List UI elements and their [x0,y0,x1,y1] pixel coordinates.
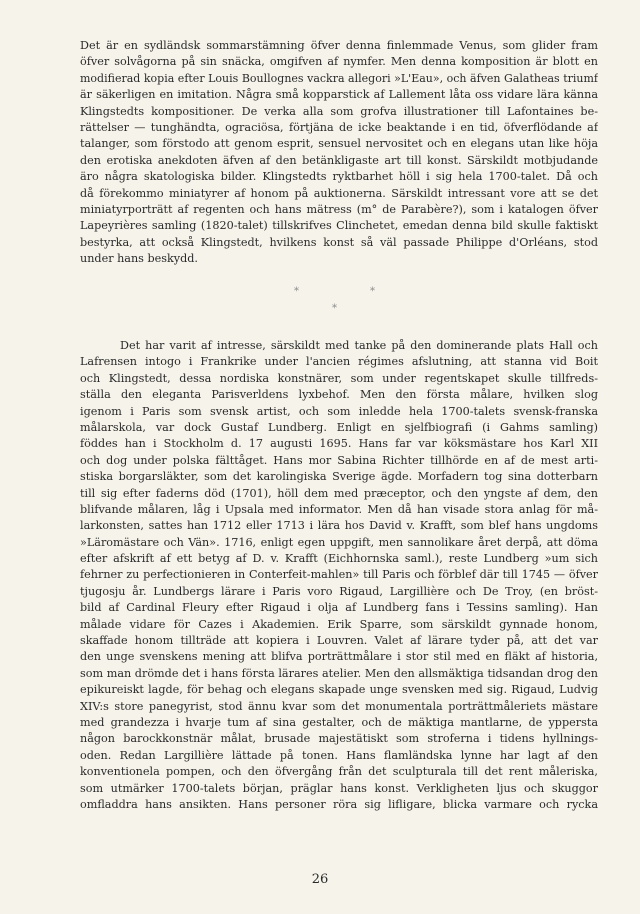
text-line: målarskola, var dock Gustaf Lundberg. Enligt en sjelfbiografi (i Gahms samling) [80,420,598,434]
text-line: miniatyrporträtt af regenten och hans mätress (m° de Parabère?), som i katalogen öfver [80,202,598,216]
text-line: och dog under polska fälttåget. Hans mor Sabina Richter tillhörde en af de mest arti- [80,453,598,467]
text-line: »Läromästare och Vän». 1716, enligt egen uppgift, men sannolikare året derpå, att döma [80,535,598,549]
text-line: Lafrensen intogo i Frankrike under l'ancien régimes afslutning, att stanna vid Boit [80,355,598,369]
text-line: larkonsten, sattes han 1712 eller 1713 i lära hos David v. Krafft, som blef hans ungdoms [80,519,598,533]
text-line: skaffade honom tillträde att kopiera i Louvren. Valet af lärare tyder på, att det var [80,634,598,648]
text-line: XIV:s store panegyrist, stod ännu kvar som det monumentala porträttmåleriets mästare [80,699,598,713]
text-line: den unge svenskens mening att blifva porträttmålare i stor stil med en fläkt af historia, [80,650,598,664]
separator-asterisk: * [332,303,337,314]
text-line: efter afskrift af ett betyg af D. v. Krafft (Eichhornska saml.), reste Lundberg »um sich [80,552,598,566]
text-line: blifvande målaren, låg i Upsala med informator. Men då han visade stora anlag för må- [80,502,598,516]
text-line: stiska borgarsläkter, som det karolingiska Sverige ägde. Morfadern tog sina dotterbarn [80,470,598,484]
separator-asterisk: * [370,286,375,297]
text-line: föddes han i Stockholm d. 17 augusti 1695. Hans far var köksmästare hos Karl XII [80,437,598,451]
text-line: och Klingstedt, dessa nordiska konstnärer, som under regentskapet skulle tillfreds- [80,371,598,385]
text-line: då förekommo miniatyrer af honom på auktionerna. Särskildt intressant vore att se det [80,186,598,200]
text-line: epikureiskt lagde, för behag och elegans skapade unge svensken med sig. Rigaud, Ludvig [80,683,598,697]
text-line: som utmärker 1700-talets början, präglar hans konst. Verkligheten ljus och skuggor [80,781,598,795]
text-line: under hans beskydd. [80,252,198,266]
paragraph-1 [80,38,598,267]
separator-asterisk: * [294,286,299,297]
text-line: igenom i Paris som svensk artist, och som inledde hela 1700-talets svensk-franska [80,404,598,418]
page-number: 26 [311,872,329,887]
text-line: bestyrka, att också Klingstedt, hvilkens konst så väl passade Philippe d'Orléans, stod [80,235,598,249]
paragraph-2 [80,338,598,813]
text-line: tjugosju år. Lundbergs lärare i Paris voro Rigaud, Largillière och De Troy, (en bröst- [80,584,598,598]
text-line: omfladdra hans ansikten. Hans personer röra sig lifligare, blicka varmare och rycka [80,797,598,811]
text-line: är säkerligen en imitation. Några små kopparstick af Lallement låta oss vidare lära känna [80,88,598,102]
text-line: rättelser — tunghändta, ograciösa, förtjäna de icke beaktande i en tid, öfverflödande af [80,120,598,134]
text-line: talanger, som förstodo att genom esprit, sensuel nervositet och en elegans utan like höja [80,137,598,151]
text-line: fehrner zu perfectionieren in Conterfeit-mahlen» till Paris och förblef där till 1745 — öfver [80,568,598,582]
text-line: den erotiska anekdoten äfven af den betänkligaste art till konst. Särskildt motbjudande [80,153,598,167]
text-line: oden. Redan Largillière lättade på tonen. Hans flamländska lynne har lagt af den [80,748,598,762]
text-line: Lapeyrières samling (1820-talet) tillskrifves Clinchetet, emedan denna bild skulle faktiskt [80,219,598,233]
text-line: Klingstedts kompositioner. De verka alla som grofva illustrationer till Lafontaines be- [80,104,598,118]
text-line: med grandezza i hvarje tum af sina gestalter, och de mäktiga mantlarne, de yppersta [80,715,598,729]
text-line: modifierad kopia efter Louis Boullognes vackra allegori »L'Eau», och äfven Galatheas triumf [80,71,598,85]
text-line: Det är en sydländsk sommarstämning öfver denna finlemmade Venus, som glider fram [80,39,598,52]
text-line: ställa den eleganta Parisverldens lyxbehof. Men den första målare, hvilken slog [80,388,598,402]
text-line: bild af Cardinal Fleury efter Rigaud i olja af Lundberg fans i Tessins samling). Han [80,601,598,615]
text-line: konventionela pompen, och den öfvergång från det sculpturala till det rent måleriska, [80,765,598,779]
text-line: öfver solvågorna på sin snäcka, omgifven af nymfer. Men denna komposition är blott en [80,55,598,69]
text-line: målade vidare för Cazes i Akademien. Erik Sparre, som särskildt gynnade honom, [80,617,598,631]
text-line: äro några skatologiska bilder. Klingstedts ryktbarhet höll i sig hela 1700-talet. Då och [80,170,598,184]
text-line: som man drömde det i hans första lärares atelier. Men den allsmäktiga tidsandan drog den [80,666,598,680]
text-line: Det har varit af intresse, särskildt med tanke på den dominerande plats Hall och [120,339,598,352]
text-line: till sig efter faderns död (1701), höll dem med præceptor, och den yngste af dem, den [80,486,598,500]
text-line: någon barockkonstnär målat, brusade majestätiskt som stroferna i tidens hyllnings- [80,732,598,746]
